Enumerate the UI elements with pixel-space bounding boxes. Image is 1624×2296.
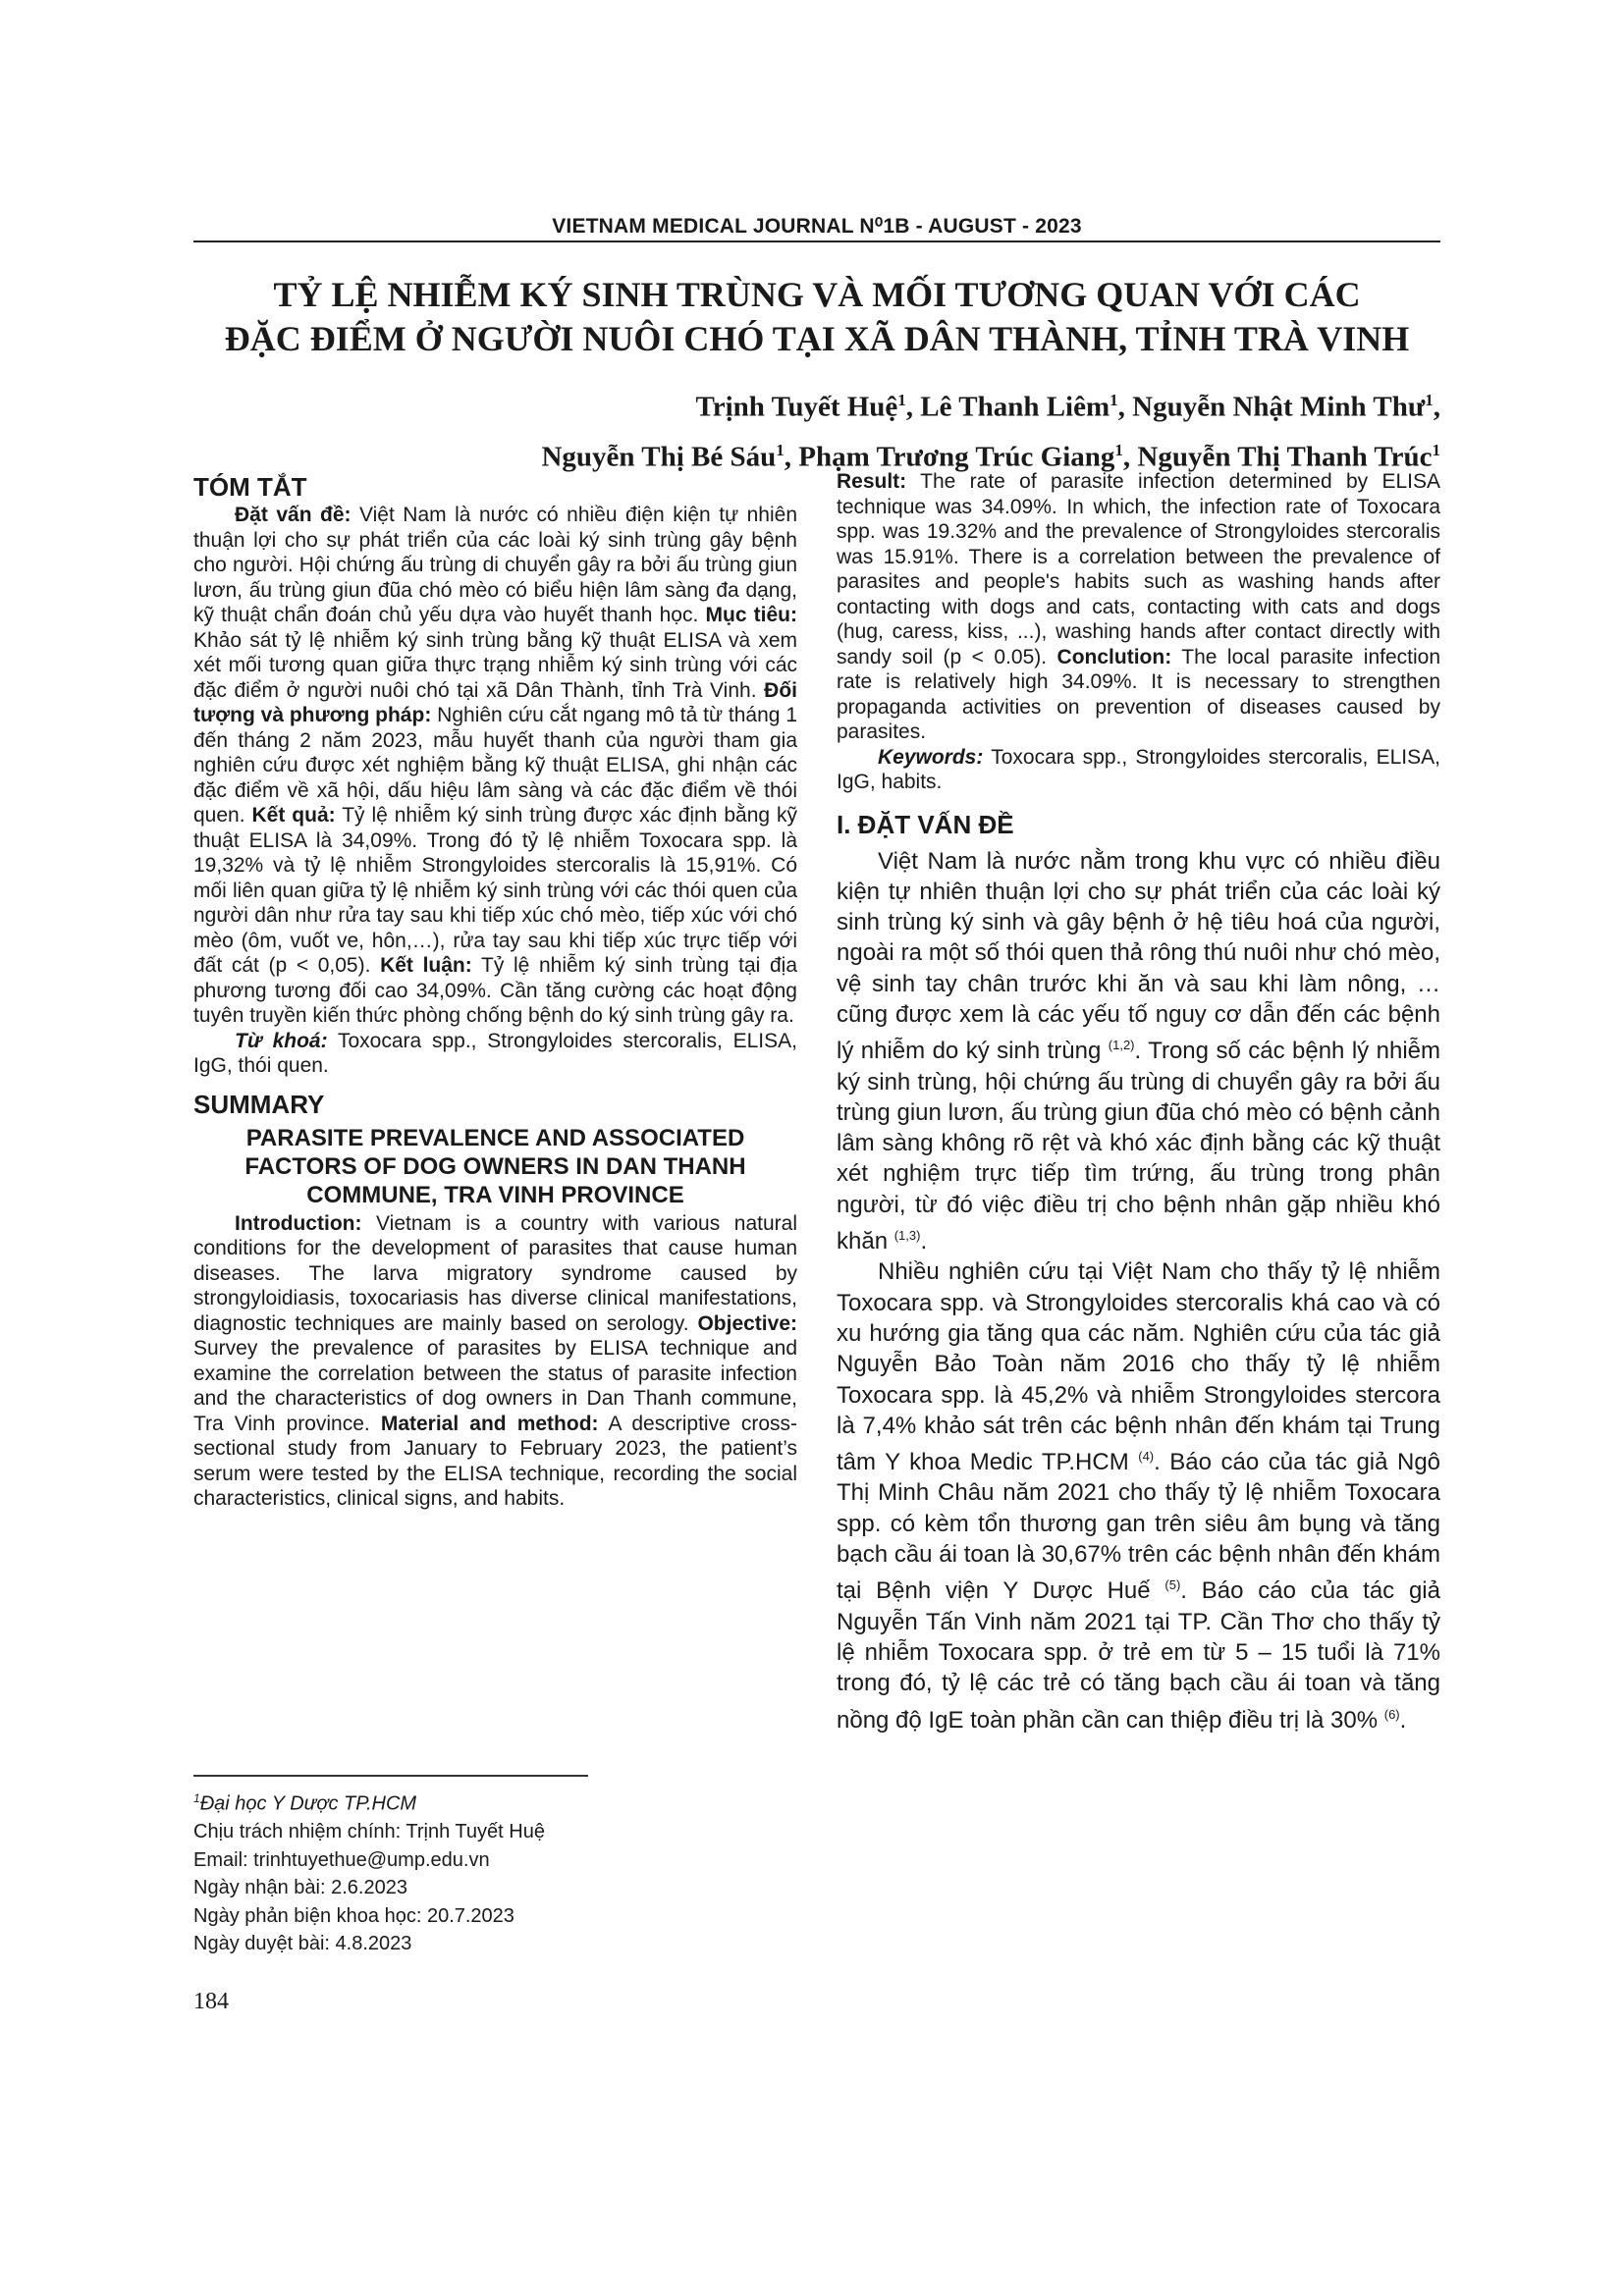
footnote-email: Email: trinhtuyethue@ump.edu.vn	[193, 1848, 490, 1871]
title-line-2: ĐẶC ĐIỂM Ở NGƯỜI NUÔI CHÓ TẠI XÃ DÂN THÀNH, TỈNH TRÀ VINH	[224, 319, 1410, 358]
citation: (5)	[1164, 1577, 1181, 1593]
summary-en	[193, 1211, 797, 1512]
footnotes	[193, 1785, 797, 1958]
author-line-1: Trịnh Tuyết Huệ$^1$, Lê Thanh Liêm$^1$, Nguyễn Nhật Minh Thư$^1$,	[695, 391, 1440, 423]
page-number: 184	[193, 1989, 229, 2014]
intro-paragraph-1: Việt Nam là nước nằm trong khu vực có nhiều điều kiện tự nhiên thuận lợi cho sự phát triển của các loài ký sinh trùng ký sinh và gây bệnh ở hệ tiêu hoá của người, ngoài ra một số thói quen thả rông thú nuôi như chó mèo, vệ sinh tay chân trước khi ăn và sau khi làm nông, … cũng được xem là các yếu tố nguy cơ dẫn đến các bệnh lý nhiễm do ký sinh trùng $^{(1,2)}$. Trong số các bệnh lý nhiễm ký sinh trùng, hội chứng ấu trùng di chuyển gây ra bởi ấu trùng giun lươn, ấu trùng giun đũa chó mèo có bệnh cảnh lâm sàng không rõ rệt và khó xác định bằng các kỹ thuật xét nghiệm trực tiếp tìm trứng, ấu trùng trong phân người, từ đó việc điều trị cho bệnh nhân gặp nhiều khó khăn $^{(1,3)}$.	[837, 847, 1440, 1255]
footnote-rule	[193, 1775, 588, 1777]
footnote-received: Ngày nhận bài: 2.6.2023	[193, 1877, 407, 1899]
citation: (1,2)	[1108, 1038, 1135, 1053]
abstract-label: Đối tượng và phương pháp:	[193, 678, 797, 726]
author-name: Nguyễn Thị Bé Sáu	[541, 441, 777, 473]
author-name: Trịnh Tuyết Huệ	[695, 391, 898, 423]
header-rule	[193, 240, 1440, 242]
citation: (1,3)	[893, 1228, 921, 1244]
keywords-label: Keywords:	[878, 745, 984, 769]
summary-label: Objective:	[697, 1311, 797, 1335]
left-column	[193, 471, 797, 1512]
summary-label: Material and method:	[380, 1412, 599, 1435]
author-name: Nguyễn Nhật Minh Thư	[1132, 391, 1426, 423]
summary-title: PARASITE PREVALENCE AND ASSOCIATED FACTORS OF DOG OWNERS IN DAN THANH COMMUNE, TRA VINH PROVINCE	[244, 1124, 746, 1208]
summary-body-part-2: Result: The rate of parasite infection determined by ELISA technique was 34.09%. In which, the infection rate of Toxocara spp. was 19.32% and the prevalence of Strongyloides stercoralis was 15.91%. There is a correlation between the prevalence of parasites and people's habits such as washing hands after contacting with dogs and cats, contacting with cats and dogs (hug, caress, kiss, ...), washing hands after contact directly with sandy soil (p < 0.05). Conclution: The local parasite infection rate is relatively high 34.09%. It is necessary to strengthen propaganda activities on prevention of diseases caused by parasites.	[837, 470, 1440, 743]
right-column	[837, 469, 1440, 1735]
title-line-1: TỶ LỆ NHIỄM KÝ SINH TRÙNG VÀ MỐI TƯƠNG QUAN VỚI CÁC	[273, 275, 1361, 314]
citation: (4)	[1138, 1449, 1155, 1465]
abstract-label: Mục tiêu:	[705, 604, 798, 626]
abstract-label: Kết luận:	[380, 954, 472, 977]
abstract-label: Đặt vấn đề:	[235, 504, 352, 526]
keywords-label: Từ khoá:	[235, 1029, 328, 1052]
author-name: Lê Thanh Liêm	[920, 391, 1110, 423]
author-line-2: Nguyễn Thị Bé Sáu$^1$, Phạm Trương Trúc Giang$^1$, Nguyễn Thị Thanh Trúc$^1$	[541, 440, 1440, 473]
author-name: Nguyễn Thị Thanh Trúc	[1137, 441, 1433, 473]
footnote-reviewed: Ngày phản biện khoa học: 20.7.2023	[193, 1904, 514, 1927]
summary-label: Result:	[837, 470, 907, 493]
abstract-vi-body: Đặt vấn đề: Việt Nam là nước có nhiều điện kiện tự nhiên thuận lợi cho sự phát triển của các loài ký sinh trùng gây bệnh cho người. Hội chứng ấu trùng di chuyển gây ra bởi ấu trùng giun lươn, ấu trùng giun đũa chó mèo có biểu hiện lâm sàng đa dạng, kỹ thuật chẩn đoán chủ yếu dựa vào huyết thanh học. Mục tiêu: Khảo sát tỷ lệ nhiễm ký sinh trùng bằng kỹ thuật ELISA và xem xét mối tương quan giữa thực trạng nhiễm ký sinh trùng với các đặc điểm ở người nuôi chó tại xã Dân Thành, tỉnh Trà Vinh. Đối tượng và phương pháp: Nghiên cứu cắt ngang mô tả từ tháng 1 đến tháng 2 năm 2023, mẫu huyết thanh của người tham gia nghiên cứu được xét nghiệm bằng kỹ thuật ELISA, ghi nhận các đặc điểm về xã hội, dấu hiệu lâm sàng và các đặc điểm về thói quen. Kết quả: Tỷ lệ nhiễm ký sinh trùng được xác định bằng kỹ thuật ELISA là 34,09%. Trong đó tỷ lệ nhiễm Toxocara spp. là 19,32% và tỷ lệ nhiễm Strongyloides stercoralis là 15,91%. Có mối liên quan giữa tỷ lệ nhiễm ký sinh trùng với các thói quen của người dân như rửa tay sau khi tiếp xúc chó mèo, tiếp xúc với chó mèo (ôm, vuốt ve, hôn,…), rửa tay sau khi tiếp xúc trực tiếp với đất cát (p < 0,05). Kết luận: Tỷ lệ nhiễm ký sinh trùng tại địa phương tương đối cao 34,09%. Cần tăng cường các hoạt động tuyên truyền kiến thức phòng chống bệnh do ký sinh trùng gây ra.	[193, 504, 798, 1027]
summary-body-part-1: Introduction: Vietnam is a country with various natural conditions for the development of parasites that cause human diseases. The larva migratory syndrome caused by strongyloidiasis, toxocariasis has diverse clinical manifestations, diagnostic techniques are mainly based on serology. Objective: Survey the prevalence of parasites by ELISA technique and examine the correlation between the status of parasite infection and the characteristics of dog owners in Dan Thanh commune, Tra Vinh province. Material and method: A descriptive cross-sectional study from January to February 2023, the patient’s serum were tested by the ELISA technique, recording the social characteristics, clinical signs, and habits.	[193, 1211, 797, 1510]
affiliation-mark: 1	[776, 440, 785, 459]
summary-en-continued	[837, 469, 1440, 795]
footnote-corresponding: Chịu trách nhiệm chính: Trịnh Tuyết Huệ	[193, 1821, 545, 1843]
affiliation-mark: 1	[1114, 440, 1123, 459]
keywords-vi: Từ khoá: Toxocara spp., Strongyloides stercoralis, ELISA, IgG, thói quen.	[193, 1029, 797, 1077]
intro-heading: I. ĐẶT VẤN ĐỀ	[837, 809, 1014, 839]
footnote-affiliation: $^1$Đại học Y Dược TP.HCM	[193, 1791, 417, 1815]
article-title	[193, 273, 1440, 361]
citation: (6)	[1383, 1706, 1400, 1722]
footnote-accepted: Ngày duyệt bài: 4.8.2023	[193, 1933, 412, 1955]
summary-label: Introduction:	[235, 1211, 362, 1235]
affiliation-mark: 1	[897, 391, 906, 409]
abstract-label: Kết quả:	[251, 804, 336, 827]
running-header: VIETNAM MEDICAL JOURNAL N⁰1B - AUGUST - 2023	[552, 215, 1082, 238]
author-name: Phạm Trương Trúc Giang	[798, 441, 1115, 473]
abstract-vi	[193, 503, 797, 1079]
abstract-vi-heading: TÓM TẮT	[193, 472, 307, 502]
affiliation-mark: 1	[1110, 391, 1118, 409]
intro-paragraph-2: Nhiều nghiên cứu tại Việt Nam cho thấy tỷ lệ nhiễm Toxocara spp. và Strongyloides stercoralis khá cao và có xu hướng gia tăng qua các năm. Nghiên cứu của tác giả Nguyễn Bảo Toàn năm 2016 cho thấy tỷ lệ nhiễm Toxocara spp. là 45,2% và nhiễm Strongyloides stercora là 7,4% khảo sát trên các bệnh nhân đến khám tại Trung tâm Y khoa Medic TP.HCM $^{(4)}$. Báo cáo của tác giả Ngô Thị Minh Châu năm 2021 cho thấy tỷ lệ nhiễm Toxocara spp. có kèm tổn thương gan trên siêu âm bụng và tăng bạch cầu ái toan là 30,67% trên các bệnh nhân đến khám tại Bệnh viện Y Dược Huế $^{(5)}$. Báo cáo của tác giả Nguyễn Tấn Vinh năm 2021 tại TP. Cần Thơ cho thấy tỷ lệ nhiễm Toxocara spp. ở trẻ em từ 5 – 15 tuổi là 71% trong đó, tỷ lệ các trẻ có tăng bạch cầu ái toan và tăng nồng độ IgE toàn phần cần can thiệp điều trị là 30% $^{(6)}$.	[837, 1258, 1441, 1734]
affiliation-mark: 1	[1432, 440, 1440, 459]
summary-label: Conclution:	[1056, 645, 1172, 668]
author-list	[262, 379, 1440, 478]
keywords-en: Keywords: Toxocara spp., Strongyloides stercoralis, ELISA, IgG, habits.	[837, 745, 1440, 793]
intro-body	[837, 846, 1440, 1735]
summary-heading: SUMMARY	[193, 1089, 325, 1119]
affiliation-mark: 1	[1425, 391, 1434, 409]
